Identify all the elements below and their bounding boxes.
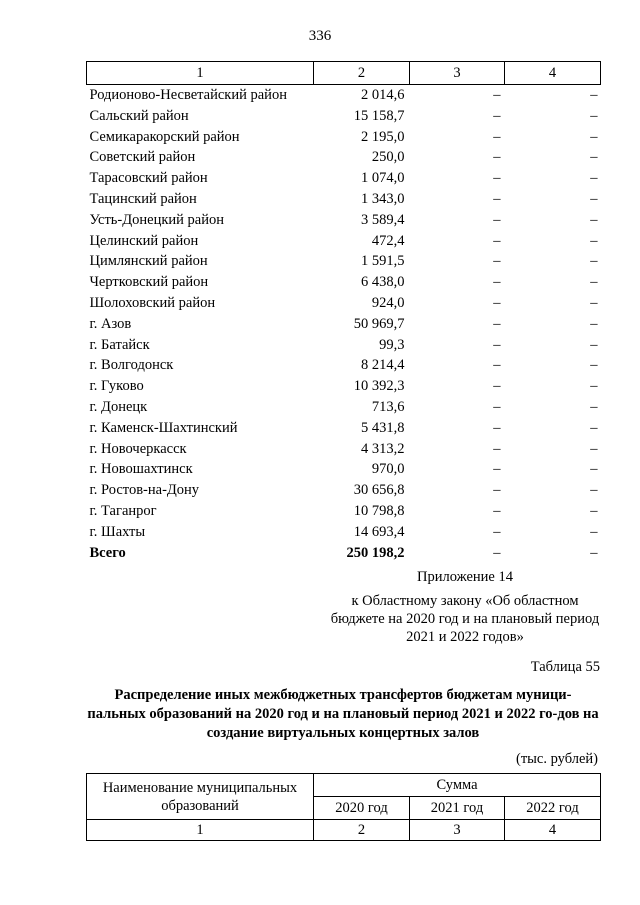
- table-row: [87, 293, 601, 314]
- value-2022: –: [590, 461, 598, 478]
- value-2020: 970,0: [371, 461, 405, 478]
- value-2020: 10 392,3: [353, 378, 405, 395]
- municipality-name: Советский район: [89, 149, 196, 166]
- municipality-name: г. Новочеркасск: [89, 440, 187, 457]
- municipality-name: Всего: [89, 544, 126, 561]
- value-2021: –: [493, 128, 501, 145]
- table-row: [87, 231, 601, 252]
- year-header-2022: 2022 год: [505, 797, 601, 820]
- value-2021: –: [493, 398, 501, 415]
- allocation-table-continued: [86, 61, 601, 563]
- value-2022: –: [590, 253, 598, 270]
- column-number: 3: [410, 820, 505, 841]
- municipality-name: Тарасовский район: [89, 170, 208, 187]
- municipality-name: г. Гуково: [89, 378, 144, 395]
- value-2022: –: [590, 232, 598, 249]
- value-2022: –: [590, 357, 598, 374]
- value-2022: –: [590, 378, 598, 395]
- sum-column-header: Сумма: [314, 774, 601, 797]
- table-row: [87, 106, 601, 127]
- value-2021: –: [493, 544, 501, 561]
- year-header-2021: 2021 год: [410, 797, 505, 820]
- municipality-name: Шолоховский район: [89, 294, 216, 311]
- municipality-name: Семикаракорский район: [89, 128, 240, 145]
- column-number: 2: [314, 820, 410, 841]
- value-2021: –: [493, 357, 501, 374]
- table-row: [87, 85, 601, 106]
- value-2020: 2 195,0: [361, 128, 405, 145]
- value-2021: –: [493, 170, 501, 187]
- municipality-name: г. Волгодонск: [89, 357, 174, 374]
- value-2021: –: [493, 523, 501, 540]
- value-2021: –: [493, 274, 501, 291]
- value-2021: –: [493, 482, 501, 499]
- municipality-name: г. Батайск: [89, 336, 150, 353]
- column-number: 3: [410, 62, 505, 85]
- table-row: [87, 459, 601, 480]
- value-2021: –: [493, 253, 501, 270]
- year-header-2020: 2020 год: [314, 797, 410, 820]
- table-row: [87, 418, 601, 439]
- transfers-table-header: [86, 773, 601, 841]
- name-column-header: Наименование муниципальных образований: [87, 774, 314, 820]
- value-2022: –: [590, 170, 598, 187]
- value-2022: –: [590, 315, 598, 332]
- value-2020: 30 656,8: [353, 482, 405, 499]
- table-row: [87, 314, 601, 335]
- appendix-reference: к Областному закону «Об областном бюджете на 2020 год и на плановый период 2021 и 2022 годов»: [330, 593, 600, 645]
- municipality-name: Тацинский район: [89, 190, 197, 207]
- value-2021: –: [493, 211, 501, 228]
- value-2020: 3 589,4: [361, 211, 405, 228]
- column-number: 2: [314, 62, 410, 85]
- column-number: 1: [87, 820, 314, 841]
- value-2022: –: [590, 87, 598, 103]
- value-2021: –: [493, 440, 501, 457]
- municipality-name: г. Таганрог: [89, 502, 157, 519]
- value-2020: 10 798,8: [353, 502, 405, 519]
- value-2022: –: [590, 274, 598, 291]
- value-2020: 1 591,5: [361, 253, 405, 270]
- value-2022: –: [590, 502, 598, 519]
- value-2020: 250 198,2: [346, 544, 405, 561]
- value-2022: –: [590, 398, 598, 415]
- column-number: 4: [505, 820, 601, 841]
- municipality-name: Чертковский район: [89, 274, 209, 291]
- value-2020: 99,3: [379, 336, 405, 353]
- municipality-name: Целинский район: [89, 232, 199, 249]
- table-row: [87, 355, 601, 376]
- table-heading: Распределение иных межбюджетных трансфертов бюджетам муници-пальных образований на 2020 год и на плановый период 2021 и 2022 го-дов на создание виртуальных концертных залов: [87, 687, 599, 741]
- municipality-name: Усть-Донецкий район: [89, 211, 224, 228]
- total-row: [87, 543, 601, 564]
- table-row: [87, 480, 601, 501]
- value-2021: –: [493, 315, 501, 332]
- value-2022: –: [590, 149, 598, 166]
- value-2020: 2 014,6: [361, 87, 405, 103]
- value-2022: –: [590, 482, 598, 499]
- value-2022: –: [590, 419, 598, 436]
- municipality-name: Цимлянский район: [89, 253, 208, 270]
- value-2022: –: [590, 211, 598, 228]
- municipality-name: г. Новошахтинск: [89, 461, 193, 478]
- value-2021: –: [493, 336, 501, 353]
- value-2022: –: [590, 440, 598, 457]
- value-2020: 924,0: [371, 294, 405, 311]
- value-2020: 50 969,7: [353, 315, 405, 332]
- table-row: [87, 210, 601, 231]
- table-row: [87, 335, 601, 356]
- value-2020: 4 313,2: [361, 440, 405, 457]
- value-2020: 472,4: [371, 232, 405, 249]
- municipality-name: г. Азов: [89, 315, 132, 332]
- units-label: (тыс. рублей): [516, 751, 598, 767]
- value-2022: –: [590, 294, 598, 311]
- table-row: [87, 127, 601, 148]
- municipality-name: г. Донецк: [89, 398, 148, 415]
- value-2022: –: [590, 523, 598, 540]
- municipality-name: г. Ростов-на-Дону: [89, 482, 200, 499]
- value-2022: –: [590, 107, 598, 124]
- column-number-row: [87, 62, 601, 85]
- table-row: [87, 272, 601, 293]
- value-2020: 6 438,0: [361, 274, 405, 291]
- value-2020: 1 343,0: [361, 190, 405, 207]
- value-2022: –: [590, 128, 598, 145]
- value-2021: –: [493, 378, 501, 395]
- table-row: [87, 397, 601, 418]
- value-2022: –: [590, 190, 598, 207]
- value-2021: –: [493, 190, 501, 207]
- value-2020: 15 158,7: [353, 107, 405, 124]
- table-row: [87, 147, 601, 168]
- table-row: [87, 251, 601, 272]
- value-2020: 5 431,8: [361, 419, 405, 436]
- table-row: [87, 522, 601, 543]
- value-2022: –: [590, 336, 598, 353]
- value-2020: 713,6: [371, 398, 405, 415]
- table-number: Таблица 55: [530, 659, 600, 675]
- table-row: [87, 501, 601, 522]
- value-2020: 1 074,0: [361, 170, 405, 187]
- appendix-title: Приложение 14: [417, 569, 513, 585]
- municipality-name: Родионово-Несветайский район: [89, 87, 287, 103]
- value-2021: –: [493, 232, 501, 249]
- value-2020: 8 214,4: [361, 357, 405, 374]
- table-body: [87, 85, 601, 564]
- municipality-name: г. Шахты: [89, 523, 146, 540]
- value-2021: –: [493, 107, 501, 124]
- municipality-name: г. Каменск-Шахтинский: [89, 419, 238, 436]
- value-2021: –: [493, 87, 501, 103]
- table-row: [87, 376, 601, 397]
- value-2021: –: [493, 461, 501, 478]
- value-2020: 250,0: [371, 149, 405, 166]
- value-2021: –: [493, 294, 501, 311]
- column-number: 4: [505, 62, 601, 85]
- table-row: [87, 168, 601, 189]
- value-2021: –: [493, 149, 501, 166]
- value-2021: –: [493, 419, 501, 436]
- municipality-name: Сальский район: [89, 107, 189, 124]
- value-2020: 14 693,4: [353, 523, 405, 540]
- table-row: [87, 439, 601, 460]
- page-number: 336: [308, 28, 332, 44]
- column-number: 1: [87, 62, 314, 85]
- value-2021: –: [493, 502, 501, 519]
- value-2022: –: [590, 544, 598, 561]
- table-row: [87, 189, 601, 210]
